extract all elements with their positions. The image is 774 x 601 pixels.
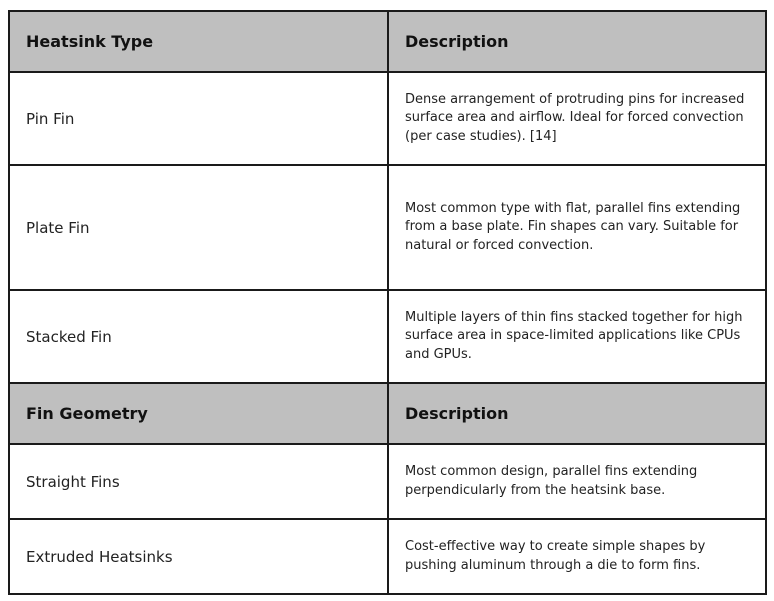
- row-description: Multiple layers of thin fins stacked together for high surface area in space-limited applications like CPUs and GPUs.: [388, 290, 766, 383]
- table-header-row: [9, 383, 766, 444]
- table-row: [9, 519, 766, 594]
- row-name: Stacked Fin: [9, 290, 388, 383]
- table-row: [9, 165, 766, 290]
- row-name: Pin Fin: [9, 72, 388, 165]
- row-name: Straight Fins: [9, 444, 388, 519]
- header-description: Description: [388, 11, 766, 72]
- table-row: [9, 290, 766, 383]
- row-description: Cost-effective way to create simple shapes by pushing aluminum through a die to form fins.: [388, 519, 766, 594]
- row-description: Dense arrangement of protruding pins for increased surface area and airflow. Ideal for forced convection (per case studies). [14]: [388, 72, 766, 165]
- heatsink-comparison-table: [8, 10, 767, 595]
- table-header-row: [9, 11, 766, 72]
- row-name: Extruded Heatsinks: [9, 519, 388, 594]
- header-heatsink-type: Heatsink Type: [9, 11, 388, 72]
- row-description: Most common design, parallel fins extending perpendicularly from the heatsink base.: [388, 444, 766, 519]
- table-row: [9, 72, 766, 165]
- table-row: [9, 444, 766, 519]
- row-name: Plate Fin: [9, 165, 388, 290]
- header-description: Description: [388, 383, 766, 444]
- row-description: Most common type with flat, parallel fins extending from a base plate. Fin shapes can vary. Suitable for natural or forced convection.: [388, 165, 766, 290]
- header-fin-geometry: Fin Geometry: [9, 383, 388, 444]
